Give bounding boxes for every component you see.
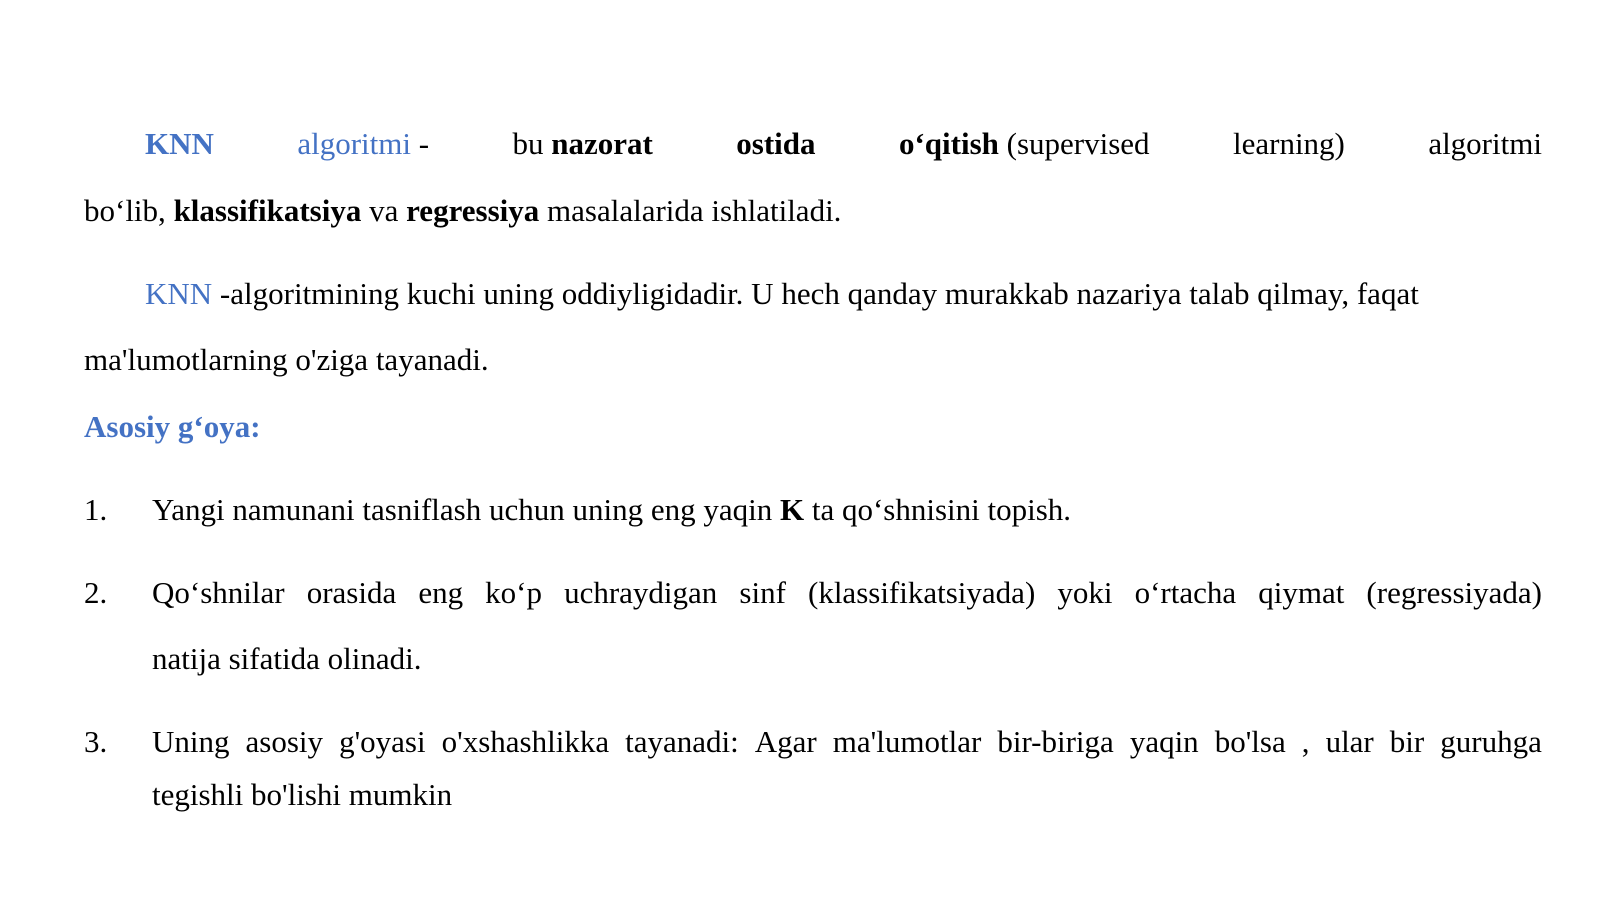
word: eng [418, 575, 464, 610]
word: orasida [306, 575, 397, 610]
list-number-3: 3. [84, 724, 108, 759]
word-va: va [369, 193, 399, 228]
word-masalalarida: masalalarida ishlatiladi. [547, 193, 842, 228]
knn-term: KNN [145, 126, 214, 161]
word: asosiy [245, 724, 324, 759]
word-learning: learning) [1232, 126, 1345, 161]
list-item-1-text-a: Yangi namunani tasniflash uchun uning eng yaqin [152, 492, 773, 527]
word-algoritmi: algoritmi [1428, 126, 1542, 161]
word: Agar [754, 724, 817, 759]
word: o‘rtacha [1134, 575, 1237, 610]
algoritmi-term: algoritmi [297, 126, 411, 161]
word: uchraydigan [564, 575, 718, 610]
word: Uning [152, 724, 230, 759]
list-item-2-line-1 [152, 573, 1542, 613]
word-supervised: (supervised [1006, 126, 1150, 161]
paragraph-1-line-1 [145, 124, 1542, 164]
list-item-2-line-2: natija sifatida olinadi. [152, 641, 422, 676]
paragraph-1-line-2 [84, 191, 1542, 231]
word: bir-biriga [997, 724, 1114, 759]
word-klassifikatsiya: klassifikatsiya [173, 193, 362, 228]
paragraph-2-text-1: -algoritmining kuchi uning oddiyligidadir. U hech qanday murakkab nazariya talab qilmay, faqat [219, 276, 1419, 311]
word-oqitish: o‘qitish [898, 126, 999, 161]
k-term: K [779, 492, 805, 527]
word: ko‘p [485, 575, 542, 610]
word: sinf [739, 575, 786, 610]
word: yaqin [1129, 724, 1199, 759]
section-heading: Asosiy g‘oya: [84, 409, 261, 444]
list-number-2: 2. [84, 575, 108, 610]
word: (regressiyada) [1366, 575, 1542, 610]
list-item-3-line-2: tegishli bo'lishi mumkin [152, 777, 453, 812]
word: guruhga [1440, 724, 1542, 759]
word-ostida: ostida [736, 126, 816, 161]
word: bir [1389, 724, 1425, 759]
word: bo'lsa [1214, 724, 1286, 759]
word: yoki [1057, 575, 1113, 610]
list-number-1: 1. [84, 492, 108, 527]
word: g'oyasi [339, 724, 426, 759]
word: o'xshashlikka [441, 724, 610, 759]
paragraph-2-line-1 [145, 274, 1542, 314]
word-bu: bu [512, 126, 544, 161]
list-item-3-line-1 [152, 722, 1542, 762]
word: ular [1325, 724, 1374, 759]
word: , [1301, 724, 1310, 759]
dash: - [418, 126, 430, 161]
word-regressiya: regressiya [406, 193, 540, 228]
list-item-1 [152, 490, 1542, 530]
word: (klassifikatsiyada) [808, 575, 1036, 610]
paragraph-2-line-2 [84, 340, 1542, 380]
word-nazorat: nazorat [551, 126, 653, 161]
word: ma'lumotlar [832, 724, 982, 759]
word: Qo‘shnilar [152, 575, 285, 610]
knn-term-2: KNN [145, 276, 213, 311]
list-item-1-text-b: ta qo‘shnisini topish. [811, 492, 1072, 527]
word-bolib: bo‘lib, [84, 193, 166, 228]
word: tayanadi: [625, 724, 739, 759]
paragraph-2-text-2: ma'lumotlarning o'ziga tayanadi. [84, 342, 489, 377]
word: qiymat [1258, 575, 1345, 610]
